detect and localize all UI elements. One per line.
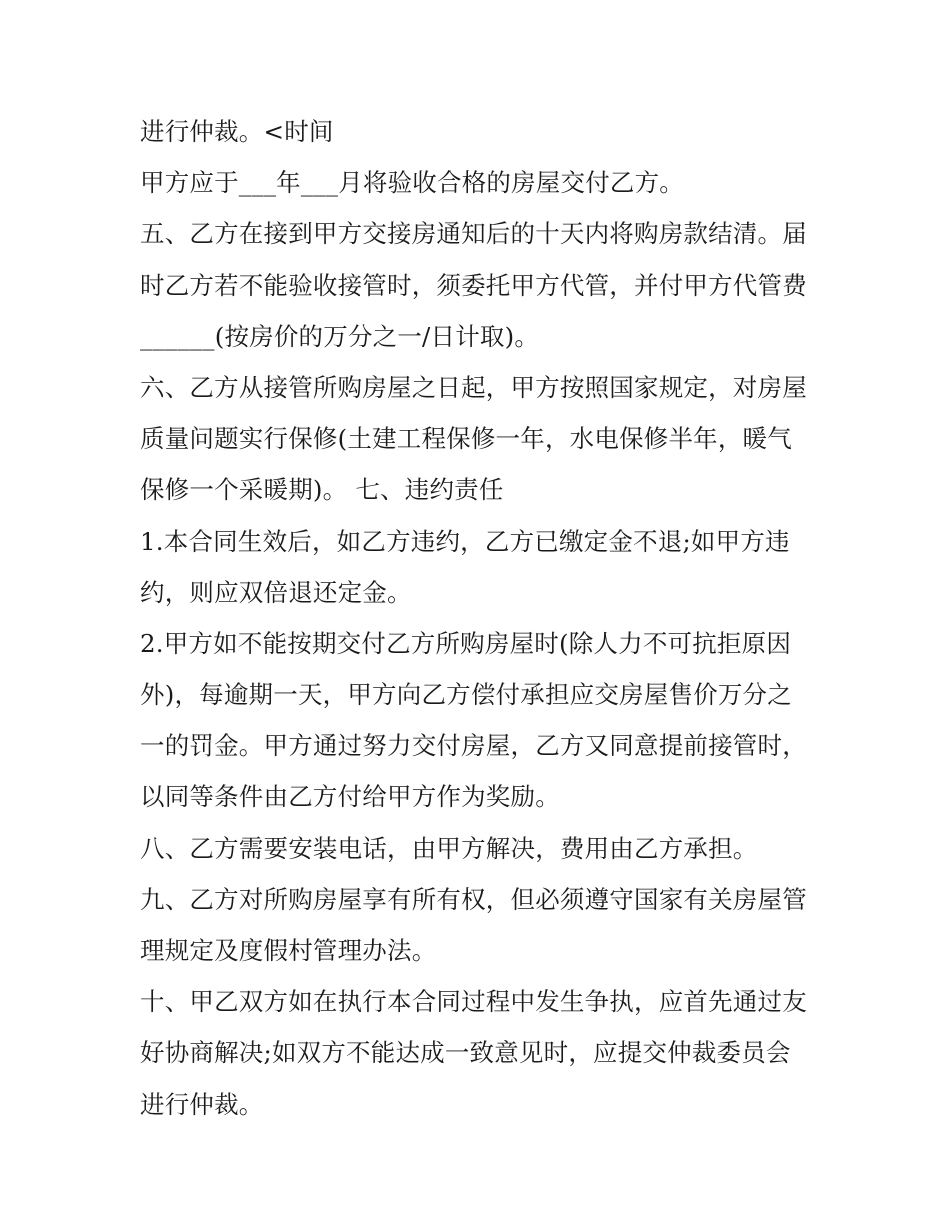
text-line: ______(按房价的万分之一/日计取)。 — [140, 321, 540, 351]
text-line: 质量问题实行保修(土建工程保修一年，水电保修半年，暖气 — [140, 424, 792, 454]
text-line: 1.本合同生效后，如乙方违约，乙方已缴定金不退;如甲方违 — [140, 526, 790, 556]
text-line: 甲方应于___年___月将验收合格的房屋交付乙方。 — [140, 168, 684, 198]
text-line: 五、乙方在接到甲方交接房通知后的十天内将购房款结清。届 — [140, 219, 807, 249]
text-line: 时乙方若不能验收接管时，须委托甲方代管，并付甲方代管费 — [140, 270, 807, 300]
text-line: 进行仲裁。 — [140, 1089, 264, 1119]
text-line: 好协商解决;如双方不能达成一致意见时，应提交仲裁委员会 — [140, 1038, 791, 1068]
text-line: 2.甲方如不能按期交付乙方所购房屋时(除人力不可抗拒原因 — [140, 628, 792, 658]
text-line: 进行仲裁。<时间 — [140, 117, 334, 146]
text-line: 十、甲乙双方如在执行本合同过程中发生争执，应首先通过友 — [140, 987, 807, 1017]
text-line: 以同等条件由乙方付给甲方作为奖励。 — [140, 782, 560, 812]
contract-text-body — [140, 106, 820, 1130]
text-line: 八、乙方需要安装电话，由甲方解决，费用由乙方承担。 — [140, 833, 758, 863]
text-line: 六、乙方从接管所购房屋之日起，甲方按照国家规定，对房屋 — [140, 372, 807, 402]
text-line: 外)，每逾期一天，甲方向乙方偿付承担应交房屋售价万分之 — [140, 680, 792, 710]
text-line: 一的罚金。甲方通过努力交付房屋，乙方又同意提前接管时， — [140, 731, 807, 761]
text-line: 保修一个采暖期)。 七、违约责任 — [140, 475, 504, 505]
text-line: 理规定及度假村管理办法。 — [140, 936, 437, 965]
text-line: 九、乙方对所购房屋享有所有权，但必须遵守国家有关房屋管 — [140, 884, 807, 914]
text-line: 约，则应双倍退还定金。 — [140, 577, 412, 607]
